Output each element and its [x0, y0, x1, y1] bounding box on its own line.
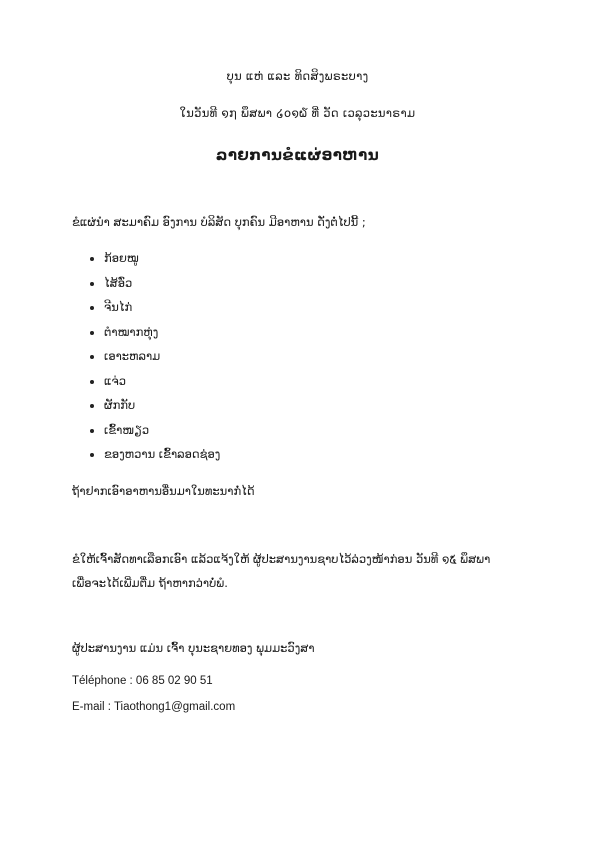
food-list: [82, 250, 220, 471]
intro-paragraph: ຂໍແຜ່ນຳ ສະມາຄົມ ອົງການ ບໍລິສັດ ບຸກຄົນ ມີອາຫານ ດັ່ງຕໍ່ໄປນີ້ ;: [72, 215, 366, 229]
list-item: ແຈ່ວ: [82, 373, 220, 398]
header-event-line: ບຸນ ແຫ່ ແລະ ທິດສິງພຣະບາງ: [226, 69, 369, 83]
document-title: ລາຍການຂໍແຜ່ອາຫານ: [215, 146, 380, 164]
other-food-note: ຖ້າຢາກເອົາອາຫານອື່ນມາໃນທະນາກໍ່ໄດ້: [72, 484, 255, 498]
list-item: ຜັກກັບ: [82, 397, 220, 422]
list-item: ຈີນໄກ່: [82, 299, 220, 324]
email-address: E-mail : Tiaothong1@gmail.com: [72, 701, 236, 713]
request-line-2: ເພື່ອຈະໄດ້ເພີ່ມຕື່ມ ຖ້າຫາກວ່າບໍ່ພໍ.: [72, 576, 228, 590]
list-item: ເຂົ້າໜຽວ: [82, 422, 220, 447]
request-paragraph: [72, 547, 552, 595]
coordinator-line: ຜູ້ປະສານງານ ແມ່ນ ເຈົ້າ ບຸນະຊາຍທອງ ພຸມມະວົງສາ: [72, 641, 315, 655]
list-item: ກ້ອຍໝູ: [82, 250, 220, 275]
request-line-1: ຂໍໃຫ້ເຈົ້າສັດທາເລືອກເອົາ ແລ້ວແຈ້ງໃຫ້ ຜູ້ປະສານງານຊາບໄວ້ລ່ວງໜ້າກ່ອນ ວັນທີ ໑໕ ພຶສພາ: [72, 552, 491, 566]
list-item: ໄສ້ອົ່ວ: [82, 275, 220, 300]
phone-number: Téléphone : 06 85 02 90 51: [72, 675, 213, 687]
list-item: ຂອງຫວານ ເຂົ້າລອດຊ່ອງ: [82, 446, 220, 471]
list-item: ຕຳໝາກຫຸ່ງ: [82, 324, 220, 349]
header-date-line: ໃນວັນທີ ໑໗ ພຶສພາ ໒໐໑໖ ທີ່ ວັດ ເວລຸວະນາຣາມ: [179, 106, 416, 120]
list-item: ເອາະຫລາມ: [82, 348, 220, 373]
